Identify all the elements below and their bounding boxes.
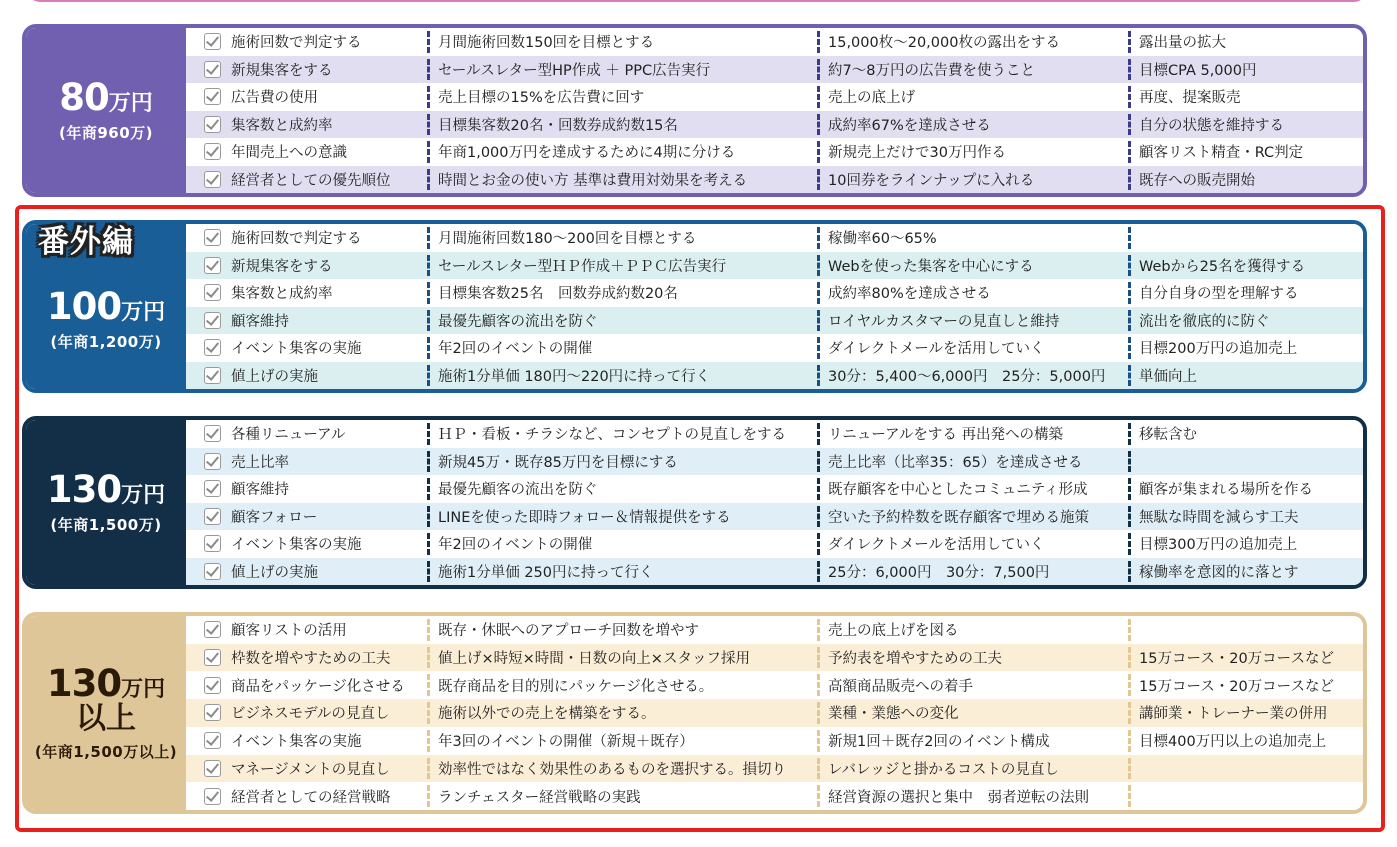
- cell-text: 業種・業態への変化: [828, 706, 959, 723]
- table-cell: [186, 530, 422, 558]
- table-cell: [186, 558, 422, 586]
- table-cell: [186, 755, 422, 783]
- table-cell: [422, 166, 812, 194]
- cell-text: 空いた予約枠数を既存顧客で埋める施策: [828, 509, 1089, 526]
- cell-text: 約7～8万円の広告費を使うこと: [828, 62, 1035, 79]
- tier-130: [22, 416, 1367, 589]
- table-cell: [186, 420, 422, 448]
- table-row: [186, 28, 1363, 56]
- table-cell: [186, 252, 422, 280]
- table-cell: [1123, 558, 1363, 586]
- checkbox-icon: [204, 339, 221, 356]
- table-cell: [1123, 138, 1363, 166]
- cell-text: レバレッジと掛かるコストの見直し: [828, 761, 1059, 778]
- table-cell: [186, 224, 422, 252]
- table-cell: [186, 699, 422, 727]
- checkbox-icon: [204, 788, 221, 805]
- tier-amount-number: 80: [59, 75, 109, 119]
- table-cell: [186, 307, 422, 335]
- tier-amount: [46, 661, 166, 705]
- table-cell: [422, 334, 812, 362]
- table-row: [186, 558, 1363, 586]
- checkbox-icon: [204, 116, 221, 133]
- table-cell: [422, 138, 812, 166]
- cell-text: ダイレクトメールを活用していく: [828, 341, 1045, 358]
- cell-text: 新規45万・既存85万円を目標にする: [438, 454, 678, 471]
- table-cell: [1123, 448, 1363, 476]
- tier-amount-number: 130: [46, 467, 122, 511]
- tier-amount: [46, 467, 166, 511]
- table-cell: [812, 224, 1123, 252]
- checkbox-icon: [204, 677, 221, 694]
- tier-annual-revenue: (年商1,500万以上): [34, 742, 178, 761]
- cell-text: LINEを使った即時フォロー＆情報提供をする: [438, 509, 731, 526]
- cell-text: 月間施術回数180～200回を目標とする: [438, 231, 697, 248]
- tier-annual-revenue: (年商1,200万): [50, 332, 162, 351]
- table-cell: [422, 28, 812, 56]
- table-cell: [1123, 727, 1363, 755]
- table-cell: [422, 279, 812, 307]
- table-cell: [422, 224, 812, 252]
- table-cell: [812, 279, 1123, 307]
- cell-text: 新規売上だけで30万円作る: [828, 145, 1006, 162]
- table-cell: [186, 111, 422, 139]
- table-cell: [812, 111, 1123, 139]
- table-cell: [812, 671, 1123, 699]
- cell-text: 目標集客数20名・回数券成約数15名: [438, 117, 678, 134]
- table-cell: [422, 448, 812, 476]
- cell-text: 成約率67%を達成させる: [828, 117, 991, 134]
- table-cell: [812, 727, 1123, 755]
- cell-text: 再度、提案販売: [1139, 90, 1241, 107]
- cell-text: 成約率80%を達成させる: [828, 286, 991, 303]
- checkbox-icon: [204, 33, 221, 50]
- cell-text: 効率性ではなく効果性のあるものを選択する。損切り: [438, 761, 786, 778]
- table-cell: [186, 56, 422, 84]
- cell-text: 目標300万円の追加売上: [1139, 537, 1298, 554]
- table-cell: [186, 727, 422, 755]
- cell-text: 自分自身の型を理解する: [1139, 286, 1299, 303]
- table-cell: [186, 166, 422, 194]
- cell-text: 既存顧客を中心としたコミュニティ形成: [828, 482, 1088, 499]
- table-cell: [1123, 252, 1363, 280]
- table-row: [186, 644, 1363, 672]
- cell-text: Webを使った集客を中心にする: [828, 258, 1034, 275]
- table-cell: [1123, 755, 1363, 783]
- cell-text: ビジネスモデルの見直し: [231, 706, 390, 723]
- table-cell: [186, 448, 422, 476]
- table-cell: [812, 644, 1123, 672]
- table-row: [186, 420, 1363, 448]
- cell-text: 顧客リスト精査・RC判定: [1139, 145, 1304, 162]
- table-cell: [1123, 362, 1363, 390]
- cell-text: 目標CPA 5,000円: [1139, 62, 1257, 79]
- table-cell: [812, 28, 1123, 56]
- table-cell: [812, 558, 1123, 586]
- table-row: [186, 166, 1363, 194]
- table-cell: [812, 166, 1123, 194]
- table-cell: [1123, 83, 1363, 111]
- checkbox-icon: [204, 621, 221, 638]
- table-cell: [1123, 307, 1363, 335]
- cell-text: 既存商品を目的別にパッケージ化させる。: [438, 678, 714, 695]
- tier-label: [26, 616, 186, 810]
- table-cell: [1123, 699, 1363, 727]
- tier-130-plus: [22, 612, 1367, 814]
- tier-rows: [186, 420, 1363, 585]
- table-cell: [1123, 644, 1363, 672]
- table-cell: [422, 503, 812, 531]
- table-cell: [186, 28, 422, 56]
- table-cell: [1123, 782, 1363, 810]
- cell-text: 予約表を増やすための工夫: [828, 651, 1002, 668]
- cell-text: 流出を徹底的に防ぐ: [1139, 313, 1270, 330]
- cell-text: 施術以外での売上を構築をする。: [438, 706, 656, 723]
- table-row: [186, 475, 1363, 503]
- cell-text: 移転含む: [1139, 427, 1197, 444]
- cell-text: 新規1回＋既存2回のイベント構成: [828, 734, 1050, 751]
- table-cell: [812, 56, 1123, 84]
- table-cell: [1123, 503, 1363, 531]
- cell-text: 顧客維持: [231, 482, 289, 499]
- checkbox-icon: [204, 61, 221, 78]
- cell-text: 目標集客数25名 回数券成約数20名: [438, 286, 678, 303]
- cell-text: 値上げの実施: [231, 564, 318, 581]
- cell-text: 顧客フォロー: [231, 509, 318, 526]
- cell-text: 講師業・トレーナー業の併用: [1139, 706, 1328, 723]
- cell-text: 各種リニューアル: [231, 427, 346, 444]
- tier-amount-unit: 万円: [121, 676, 166, 702]
- table-cell: [186, 83, 422, 111]
- table-row: [186, 56, 1363, 84]
- cell-text: 枠数を増やすための工夫: [231, 651, 391, 668]
- cell-text: 目標200万円の追加売上: [1139, 341, 1298, 358]
- table-cell: [812, 448, 1123, 476]
- table-cell: [812, 755, 1123, 783]
- cell-text: 経営者としての優先順位: [231, 172, 391, 189]
- table-row: [186, 671, 1363, 699]
- tier-annual-revenue: (年商1,500万): [50, 515, 162, 534]
- table-cell: [422, 671, 812, 699]
- cell-text: 売上の底上げ: [828, 90, 915, 107]
- cell-text: 10回券をラインナップに入れる: [828, 172, 1035, 189]
- tier-label: [26, 28, 186, 193]
- table-cell: [812, 138, 1123, 166]
- table-cell: [1123, 28, 1363, 56]
- cell-text: 集客数と成約率: [231, 117, 333, 134]
- cell-text: 施術1分単価 250円に持って行く: [438, 564, 654, 581]
- table-row: [186, 727, 1363, 755]
- cell-text: 年2回のイベントの開催: [438, 537, 593, 554]
- table-cell: [812, 699, 1123, 727]
- cell-text: 既存・休眠へのアプローチ回数を増やす: [438, 623, 699, 640]
- tier-label: [26, 420, 186, 585]
- cell-text: 集客数と成約率: [231, 286, 333, 303]
- table-cell: [186, 334, 422, 362]
- table-cell: [186, 616, 422, 644]
- table-cell: [812, 334, 1123, 362]
- cell-text: 年商1,000万円を達成するために4期に分ける: [438, 145, 736, 162]
- cell-text: 露出量の拡大: [1139, 35, 1226, 52]
- tier-amount: [59, 75, 153, 119]
- table-cell: [422, 530, 812, 558]
- cell-text: 自分の状態を維持する: [1139, 117, 1284, 134]
- tier-rows: [186, 224, 1363, 389]
- checkbox-icon: [204, 732, 221, 749]
- checkbox-icon: [204, 284, 221, 301]
- cell-text: 施術回数で判定する: [231, 231, 362, 248]
- extra-section-banner: 番外編: [38, 224, 134, 260]
- cell-text: ランチェスター経営戦略の実践: [438, 789, 641, 806]
- cell-text: 広告費の使用: [231, 90, 318, 107]
- cell-text: 稼働率60～65%: [828, 231, 937, 248]
- table-cell: [812, 530, 1123, 558]
- checkbox-icon: [204, 171, 221, 188]
- table-row: [186, 530, 1363, 558]
- previous-tier-border: [28, 0, 1366, 2]
- table-cell: [812, 83, 1123, 111]
- table-cell: [186, 644, 422, 672]
- cell-text: ダイレクトメールを活用していく: [828, 537, 1045, 554]
- cell-text: 顧客リストの活用: [231, 623, 347, 640]
- table-cell: [422, 252, 812, 280]
- cell-text: 施術1分単価 180円～220円に持って行く: [438, 368, 711, 385]
- table-cell: [1123, 111, 1363, 139]
- table-cell: [422, 420, 812, 448]
- cell-text: 稼働率を意図的に落とす: [1139, 564, 1299, 581]
- table-row: [186, 252, 1363, 280]
- cell-text: セールスレター型ＨＰ作成＋ＰＰＣ広告実行: [438, 258, 727, 275]
- table-cell: [1123, 475, 1363, 503]
- cell-text: 15万コース・20万コースなど: [1139, 678, 1334, 695]
- table-row: [186, 616, 1363, 644]
- table-cell: [422, 362, 812, 390]
- cell-text: リニューアルをする 再出発への構築: [828, 427, 1064, 444]
- checkbox-icon: [204, 453, 221, 470]
- table-cell: [812, 503, 1123, 531]
- table-cell: [186, 362, 422, 390]
- table-cell: [812, 475, 1123, 503]
- cell-text: ＨＰ・看板・チラシなど、コンセプトの見直しをする: [438, 427, 786, 444]
- cell-text: 売上目標の15%を広告費に回す: [438, 90, 645, 107]
- cell-text: 年3回のイベントの開催（新規＋既存）: [438, 734, 694, 751]
- table-cell: [186, 279, 422, 307]
- checkbox-icon: [204, 480, 221, 497]
- table-row: [186, 782, 1363, 810]
- tier-100: [22, 220, 1367, 393]
- cell-text: 値上げの実施: [231, 368, 318, 385]
- table-cell: [422, 727, 812, 755]
- checkbox-icon: [204, 508, 221, 525]
- cell-text: 新規集客をする: [231, 258, 333, 275]
- checkbox-icon: [204, 563, 221, 580]
- table-cell: [422, 83, 812, 111]
- table-cell: [1123, 56, 1363, 84]
- table-cell: [1123, 334, 1363, 362]
- table-cell: [186, 503, 422, 531]
- table-row: [186, 279, 1363, 307]
- tier-amount: [46, 284, 166, 328]
- table-row: [186, 307, 1363, 335]
- cell-text: 新規集客をする: [231, 62, 333, 79]
- table-cell: [1123, 279, 1363, 307]
- cell-text: ロイヤルカスタマーの見直しと維持: [828, 313, 1060, 330]
- table-cell: [422, 644, 812, 672]
- table-cell: [422, 307, 812, 335]
- cell-text: 目標400万円以上の追加売上: [1139, 734, 1327, 751]
- tier-rows: [186, 28, 1363, 193]
- table-row: [186, 334, 1363, 362]
- cell-text: 最優先顧客の流出を防ぐ: [438, 482, 598, 499]
- cell-text: 高額商品販売への着手: [828, 678, 973, 695]
- cell-text: 年2回のイベントの開催: [438, 341, 593, 358]
- table-cell: [422, 616, 812, 644]
- table-cell: [1123, 530, 1363, 558]
- cell-text: 売上の底上げを図る: [828, 623, 959, 640]
- table-cell: [812, 307, 1123, 335]
- cell-text: イベント集客の実施: [231, 341, 362, 358]
- cell-text: 売上比率: [231, 454, 289, 471]
- checkbox-icon: [204, 312, 221, 329]
- table-cell: [812, 616, 1123, 644]
- table-cell: [812, 420, 1123, 448]
- table-cell: [1123, 616, 1363, 644]
- table-cell: [186, 671, 422, 699]
- table-row: [186, 699, 1363, 727]
- cell-text: 無駄な時間を減らす工夫: [1139, 509, 1299, 526]
- checkbox-icon: [204, 143, 221, 160]
- tier-amount-unit: 万円: [108, 90, 153, 116]
- cell-text: 顧客維持: [231, 313, 289, 330]
- table-row: [186, 755, 1363, 783]
- cell-text: 年間売上への意識: [231, 145, 347, 162]
- table-cell: [422, 755, 812, 783]
- cell-text: 施術回数で判定する: [231, 35, 362, 52]
- checkbox-icon: [204, 257, 221, 274]
- checkbox-icon: [204, 649, 221, 666]
- tier-amount-suffix: 以上: [76, 700, 136, 736]
- table-row: [186, 362, 1363, 390]
- checkbox-icon: [204, 88, 221, 105]
- tier-amount-number: 100: [46, 284, 122, 328]
- tier-80: [22, 24, 1367, 197]
- cell-text: 既存への販売開始: [1139, 172, 1255, 189]
- tier-annual-revenue: (年商960万): [58, 123, 154, 142]
- cell-text: 顧客が集まれる場所を作る: [1139, 482, 1313, 499]
- table-row: [186, 503, 1363, 531]
- cell-text: セールスレター型HP作成 ＋ PPC広告実行: [438, 62, 711, 79]
- cell-text: 時間とお金の使い方 基準は費用対効果を考える: [438, 172, 748, 189]
- cell-text: マネージメントの見直し: [231, 761, 390, 778]
- table-row: [186, 224, 1363, 252]
- checkbox-icon: [204, 535, 221, 552]
- table-cell: [1123, 420, 1363, 448]
- cell-text: 商品をパッケージ化させる: [231, 678, 405, 695]
- checkbox-icon: [204, 425, 221, 442]
- checkbox-icon: [204, 229, 221, 246]
- table-row: [186, 111, 1363, 139]
- checkbox-icon: [204, 704, 221, 721]
- table-cell: [186, 782, 422, 810]
- tier-amount-unit: 万円: [121, 482, 166, 508]
- table-cell: [1123, 671, 1363, 699]
- table-cell: [186, 475, 422, 503]
- table-cell: [422, 558, 812, 586]
- cell-text: 15,000枚～20,000枚の露出をする: [828, 35, 1060, 52]
- table-cell: [1123, 166, 1363, 194]
- cell-text: 30分：5,400～6,000円 25分：5,000円: [828, 368, 1106, 385]
- checkbox-icon: [204, 367, 221, 384]
- cell-text: 最優先顧客の流出を防ぐ: [438, 313, 598, 330]
- table-cell: [422, 475, 812, 503]
- checkbox-icon: [204, 760, 221, 777]
- table-row: [186, 448, 1363, 476]
- cell-text: 売上比率（比率35：65）を達成させる: [828, 454, 1083, 471]
- table-cell: [422, 56, 812, 84]
- table-cell: [186, 138, 422, 166]
- table-row: [186, 138, 1363, 166]
- table-cell: [812, 252, 1123, 280]
- cell-text: 経営資源の選択と集中 弱者逆転の法則: [828, 789, 1089, 806]
- tier-amount-number: 130: [46, 661, 122, 705]
- table-cell: [812, 782, 1123, 810]
- table-cell: [422, 782, 812, 810]
- cell-text: イベント集客の実施: [231, 537, 362, 554]
- cell-text: 単価向上: [1139, 368, 1197, 385]
- cell-text: 月間施術回数150回を目標とする: [438, 35, 655, 52]
- table-cell: [422, 111, 812, 139]
- table-cell: [422, 699, 812, 727]
- table-row: [186, 83, 1363, 111]
- cell-text: 値上げ×時短×時間・日数の向上×スタッフ採用: [438, 651, 750, 668]
- cell-text: イベント集客の実施: [231, 734, 362, 751]
- cell-text: Webから25名を獲得する: [1139, 258, 1306, 275]
- table-cell: [1123, 224, 1363, 252]
- cell-text: 経営者としての経営戦略: [231, 789, 391, 806]
- tier-rows: [186, 616, 1363, 810]
- tier-amount-unit: 万円: [121, 299, 166, 325]
- cell-text: 25分：6,000円 30分：7,500円: [828, 564, 1050, 581]
- table-cell: [812, 362, 1123, 390]
- cell-text: 15万コース・20万コースなど: [1139, 651, 1334, 668]
